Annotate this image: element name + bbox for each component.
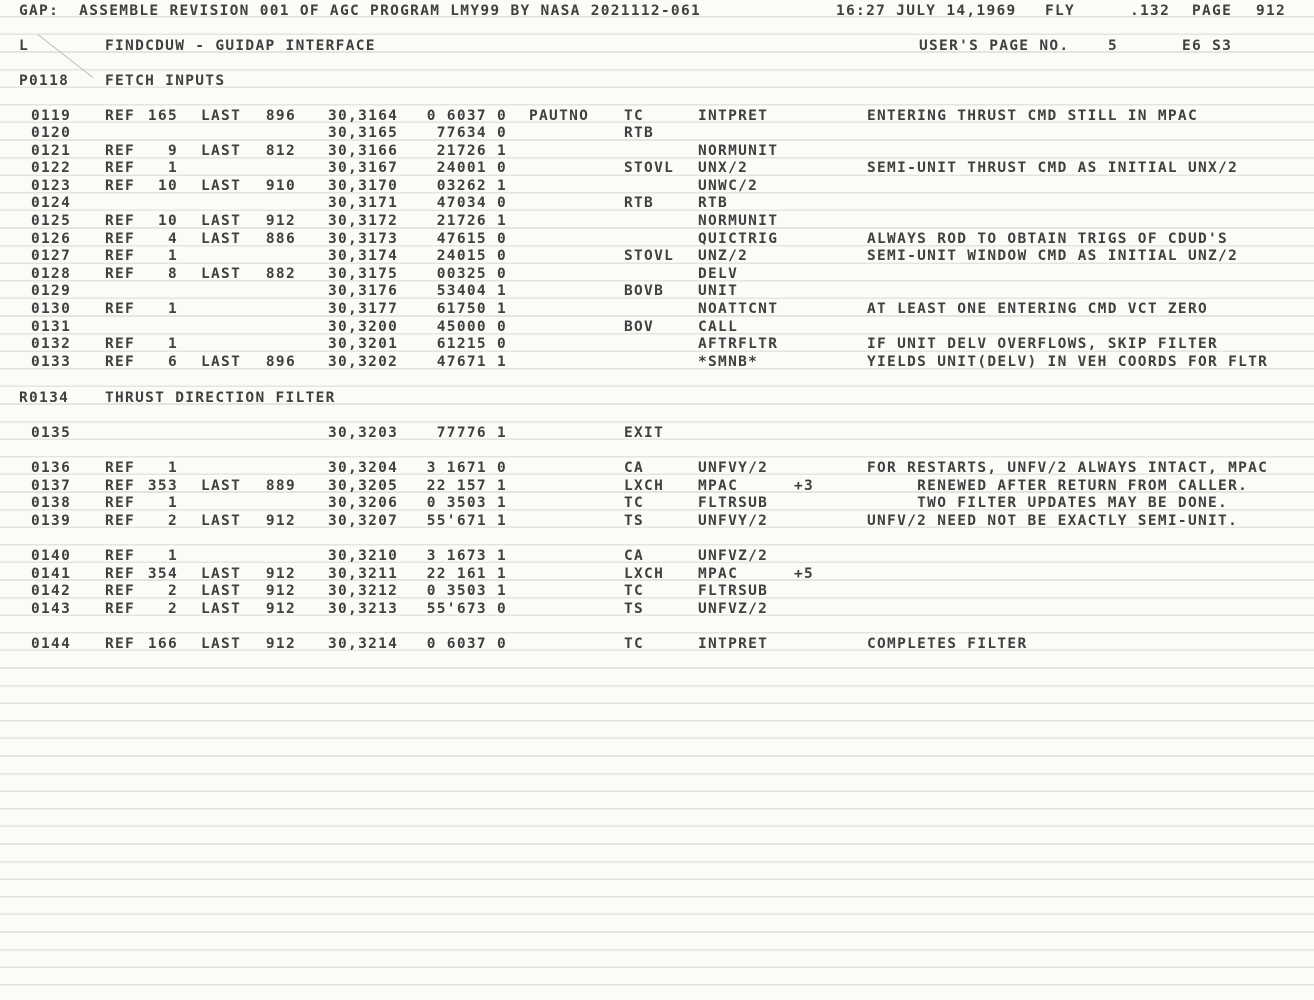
operand: *SMNB* — [698, 354, 759, 370]
address: 30,3173 — [328, 231, 399, 247]
opcode: LXCH — [624, 478, 665, 494]
octal-word: 61750 1 — [436, 301, 507, 317]
address: 30,3212 — [328, 583, 399, 599]
last-keyword: LAST — [201, 108, 242, 124]
octal-word: 0 3503 1 — [426, 495, 507, 511]
last-keyword: LAST — [201, 231, 242, 247]
ref-keyword: REF — [105, 566, 136, 582]
section-title: THRUST DIRECTION FILTER — [105, 390, 336, 406]
line-number: 0133 — [31, 354, 72, 370]
opcode: LXCH — [624, 566, 665, 582]
ref-keyword: REF — [105, 231, 136, 247]
last-keyword: LAST — [201, 601, 242, 617]
subheader-extra: E6 S3 — [1182, 38, 1233, 54]
line-number: 0137 — [31, 478, 72, 494]
comment: ENTERING THRUST CMD STILL IN MPAC — [867, 108, 1198, 124]
header-timestamp: 16:27 JULY 14,1969 — [836, 3, 1017, 19]
line-number: 0125 — [31, 213, 72, 229]
octal-word: 0 6037 0 — [426, 636, 507, 652]
octal-word: 61215 0 — [436, 336, 507, 352]
octal-word: 77634 0 — [436, 125, 507, 141]
ref-count: 8 — [167, 266, 178, 282]
ref-keyword: REF — [105, 495, 136, 511]
section-id: P0118 — [19, 73, 70, 89]
comment: COMPLETES FILTER — [867, 636, 1028, 652]
octal-word: 03262 1 — [436, 178, 507, 194]
ref-keyword: REF — [105, 266, 136, 282]
last-keyword: LAST — [201, 213, 242, 229]
ref-count: 1 — [167, 160, 178, 176]
address: 30,3164 — [328, 108, 399, 124]
address: 30,3167 — [328, 160, 399, 176]
opcode: TC — [624, 636, 645, 652]
comment: RENEWED AFTER RETURN FROM CALLER. — [867, 478, 1249, 494]
octal-word: 3 1671 0 — [426, 460, 507, 476]
last-page: 912 — [265, 213, 296, 229]
address: 30,3213 — [328, 601, 399, 617]
ref-count: 354 — [147, 566, 178, 582]
last-keyword: LAST — [201, 566, 242, 582]
header-page-label: PAGE — [1192, 3, 1233, 19]
octal-word: 00325 0 — [436, 266, 507, 282]
line-number: 0136 — [31, 460, 72, 476]
line-number: 0144 — [31, 636, 72, 652]
ref-count: 1 — [167, 460, 178, 476]
operand: INTPRET — [698, 108, 769, 124]
header-page-number: 912 — [1256, 3, 1287, 19]
ref-keyword: REF — [105, 460, 136, 476]
ref-count: 1 — [167, 248, 178, 264]
comment: FOR RESTARTS, UNFV/2 ALWAYS INTACT, MPAC — [867, 460, 1269, 476]
ref-count: 6 — [167, 354, 178, 370]
operand: INTPRET — [698, 636, 769, 652]
ref-keyword: REF — [105, 178, 136, 194]
octal-word: 77776 1 — [436, 425, 507, 441]
last-page: 882 — [265, 266, 296, 282]
ref-count: 10 — [157, 178, 178, 194]
ref-count: 9 — [167, 143, 178, 159]
operand: MPAC — [698, 566, 739, 582]
octal-word: 0 6037 0 — [426, 108, 507, 124]
operand: NORMUNIT — [698, 143, 779, 159]
line-number: 0131 — [31, 319, 72, 335]
address: 30,3171 — [328, 195, 399, 211]
ref-keyword: REF — [105, 160, 136, 176]
octal-word: 53404 1 — [436, 283, 507, 299]
octal-word: 24015 0 — [436, 248, 507, 264]
opcode: TS — [624, 513, 645, 529]
ref-count: 10 — [157, 213, 178, 229]
operand: MPAC — [698, 478, 739, 494]
ref-keyword: REF — [105, 213, 136, 229]
line-number: 0119 — [31, 108, 72, 124]
octal-word: 21726 1 — [436, 143, 507, 159]
last-keyword: LAST — [201, 636, 242, 652]
ref-keyword: REF — [105, 248, 136, 264]
octal-word: 22 157 1 — [426, 478, 507, 494]
operand-offset: +3 — [794, 478, 815, 494]
comment: YIELDS UNIT(DELV) IN VEH COORDS FOR FLTR — [867, 354, 1269, 370]
opcode: CA — [624, 460, 645, 476]
line-number: 0123 — [31, 178, 72, 194]
operand: UNFVY/2 — [698, 460, 769, 476]
ref-count: 2 — [167, 513, 178, 529]
ref-count: 4 — [167, 231, 178, 247]
operand: DELV — [698, 266, 739, 282]
subheader-routine: FINDCDUW - GUIDAP INTERFACE — [105, 38, 376, 54]
line-number: 0142 — [31, 583, 72, 599]
octal-word: 47034 0 — [436, 195, 507, 211]
address: 30,3211 — [328, 566, 399, 582]
operand: UNIT — [698, 283, 739, 299]
header-mode: FLY — [1045, 3, 1076, 19]
address: 30,3206 — [328, 495, 399, 511]
address: 30,3214 — [328, 636, 399, 652]
octal-word: 55'671 1 — [426, 513, 507, 529]
last-keyword: LAST — [201, 266, 242, 282]
ref-count: 2 — [167, 583, 178, 599]
last-keyword: LAST — [201, 354, 242, 370]
last-page: 886 — [265, 231, 296, 247]
line-number: 0138 — [31, 495, 72, 511]
line-number: 0130 — [31, 301, 72, 317]
octal-word: 47615 0 — [436, 231, 507, 247]
users-page-number: 5 — [1108, 38, 1119, 54]
ref-keyword: REF — [105, 583, 136, 599]
opcode: RTB — [624, 195, 655, 211]
last-keyword: LAST — [201, 513, 242, 529]
octal-word: 45000 0 — [436, 319, 507, 335]
operand: FLTRSUB — [698, 583, 769, 599]
ref-count: 1 — [167, 495, 178, 511]
octal-word: 47671 1 — [436, 354, 507, 370]
address: 30,3202 — [328, 354, 399, 370]
line-number: 0128 — [31, 266, 72, 282]
operand: NOATTCNT — [698, 301, 779, 317]
opcode: TC — [624, 583, 645, 599]
comment: UNFV/2 NEED NOT BE EXACTLY SEMI-UNIT. — [867, 513, 1239, 529]
comment: ALWAYS ROD TO OBTAIN TRIGS OF CDUD'S — [867, 231, 1229, 247]
last-page: 812 — [265, 143, 296, 159]
ref-keyword: REF — [105, 513, 136, 529]
header-title: GAP: ASSEMBLE REVISION 001 OF AGC PROGRAM LMY99 BY NASA 2021112-061 — [19, 3, 702, 19]
address: 30,3174 — [328, 248, 399, 264]
ref-keyword: REF — [105, 548, 136, 564]
comment: AT LEAST ONE ENTERING CMD VCT ZERO — [867, 301, 1209, 317]
comment: SEMI-UNIT WINDOW CMD AS INITIAL UNZ/2 — [867, 248, 1239, 264]
ref-keyword: REF — [105, 143, 136, 159]
line-number: 0120 — [31, 125, 72, 141]
operand: QUICTRIG — [698, 231, 779, 247]
line-number: 0126 — [31, 231, 72, 247]
last-page: 912 — [265, 636, 296, 652]
line-number: 0124 — [31, 195, 72, 211]
line-number: 0127 — [31, 248, 72, 264]
ref-count: 353 — [147, 478, 178, 494]
address: 30,3204 — [328, 460, 399, 476]
pen-mark — [37, 34, 93, 78]
octal-word: 24001 0 — [436, 160, 507, 176]
last-page: 912 — [265, 513, 296, 529]
line-number: 0135 — [31, 425, 72, 441]
octal-word: 55'673 0 — [426, 601, 507, 617]
line-number: 0139 — [31, 513, 72, 529]
comment: SEMI-UNIT THRUST CMD AS INITIAL UNX/2 — [867, 160, 1239, 176]
last-keyword: LAST — [201, 478, 242, 494]
operand: UNFVZ/2 — [698, 548, 769, 564]
opcode: CA — [624, 548, 645, 564]
address: 30,3201 — [328, 336, 399, 352]
operand: CALL — [698, 319, 739, 335]
operand: NORMUNIT — [698, 213, 779, 229]
operand: RTB — [698, 195, 729, 211]
address: 30,3166 — [328, 143, 399, 159]
opcode: TC — [624, 495, 645, 511]
last-page: 912 — [265, 601, 296, 617]
ref-keyword: REF — [105, 601, 136, 617]
octal-word: 3 1673 1 — [426, 548, 507, 564]
address: 30,3165 — [328, 125, 399, 141]
line-number: 0122 — [31, 160, 72, 176]
address: 30,3207 — [328, 513, 399, 529]
opcode: BOVB — [624, 283, 665, 299]
operand: UNWC/2 — [698, 178, 759, 194]
address: 30,3200 — [328, 319, 399, 335]
address: 30,3175 — [328, 266, 399, 282]
last-keyword: LAST — [201, 143, 242, 159]
ref-count: 165 — [147, 108, 178, 124]
ref-keyword: REF — [105, 108, 136, 124]
operand: UNX/2 — [698, 160, 749, 176]
line-number: 0143 — [31, 601, 72, 617]
subheader-marker: L — [19, 38, 30, 54]
address: 30,3203 — [328, 425, 399, 441]
address: 30,3172 — [328, 213, 399, 229]
ref-count: 2 — [167, 601, 178, 617]
line-number: 0132 — [31, 336, 72, 352]
address: 30,3210 — [328, 548, 399, 564]
opcode: STOVL — [624, 160, 675, 176]
ref-keyword: REF — [105, 301, 136, 317]
section-title: FETCH INPUTS — [105, 73, 226, 89]
last-page: 912 — [265, 583, 296, 599]
octal-word: 21726 1 — [436, 213, 507, 229]
line-number: 0141 — [31, 566, 72, 582]
operand: UNFVZ/2 — [698, 601, 769, 617]
ref-keyword: REF — [105, 336, 136, 352]
opcode: TC — [624, 108, 645, 124]
opcode: TS — [624, 601, 645, 617]
line-number: 0121 — [31, 143, 72, 159]
address: 30,3205 — [328, 478, 399, 494]
operand-offset: +5 — [794, 566, 815, 582]
operand: AFTRFLTR — [698, 336, 779, 352]
ref-count: 166 — [147, 636, 178, 652]
comment: IF UNIT DELV OVERFLOWS, SKIP FILTER — [867, 336, 1219, 352]
ref-keyword: REF — [105, 478, 136, 494]
last-page: 896 — [265, 108, 296, 124]
ref-keyword: REF — [105, 636, 136, 652]
comment: TWO FILTER UPDATES MAY BE DONE. — [867, 495, 1229, 511]
operand: UNFVY/2 — [698, 513, 769, 529]
line-number: 0129 — [31, 283, 72, 299]
ref-count: 1 — [167, 301, 178, 317]
opcode: RTB — [624, 125, 655, 141]
users-page-label: USER'S PAGE NO. — [919, 38, 1070, 54]
address: 30,3176 — [328, 283, 399, 299]
opcode: STOVL — [624, 248, 675, 264]
ref-count: 1 — [167, 548, 178, 564]
section-id: R0134 — [19, 390, 70, 406]
last-keyword: LAST — [201, 178, 242, 194]
last-keyword: LAST — [201, 583, 242, 599]
opcode: BOV — [624, 319, 655, 335]
ref-count: 1 — [167, 336, 178, 352]
address: 30,3170 — [328, 178, 399, 194]
last-page: 889 — [265, 478, 296, 494]
address: 30,3177 — [328, 301, 399, 317]
opcode: EXIT — [624, 425, 665, 441]
last-page: 896 — [265, 354, 296, 370]
symbol-label: PAUTNO — [529, 108, 590, 124]
operand: FLTRSUB — [698, 495, 769, 511]
octal-word: 22 161 1 — [426, 566, 507, 582]
line-number: 0140 — [31, 548, 72, 564]
octal-word: 0 3503 1 — [426, 583, 507, 599]
last-page: 912 — [265, 566, 296, 582]
operand: UNZ/2 — [698, 248, 749, 264]
last-page: 910 — [265, 178, 296, 194]
ref-keyword: REF — [105, 354, 136, 370]
header-code: .132 — [1130, 3, 1171, 19]
